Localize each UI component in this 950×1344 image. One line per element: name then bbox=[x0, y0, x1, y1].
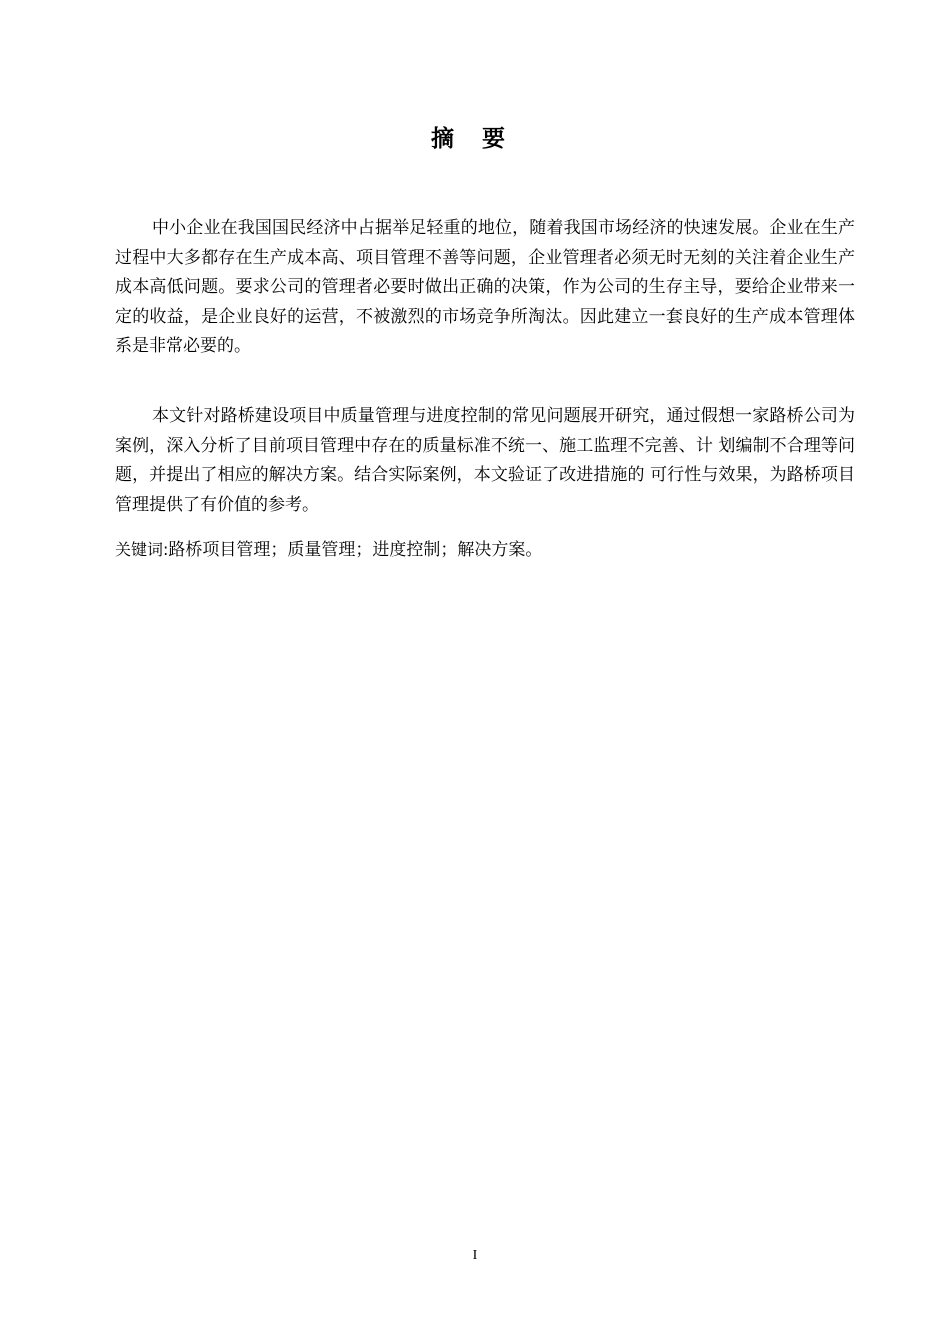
keywords-line bbox=[115, 535, 855, 566]
abstract-paragraph-2: 本文针对路桥建设项目中质量管理与进度控制的常见问题展开研究，通过假想一家路桥公司为案例，深入分析了目前项目管理中存在的质量标准不统一、施工监理不完善、计 划编制不合理等问题，并提出了相应的解决方案。结合实际案例，本文验证了改进措施的 可行性与效果，为路桥项目管理提供了有价值的参考。 bbox=[115, 406, 855, 515]
keywords-text: 路桥项目管理；质量管理；进度控制；解决方案。 bbox=[168, 540, 543, 560]
abstract-paragraph-1: 中小企业在我国国民经济中占据举足轻重的地位，随着我国市场经济的快速发展。企业在生产过程中大多都存在生产成本高、项目管理不善等问题，企业管理者必须无时无刻的关注着企业生产成本高低问题。要求公司的管理者必要时做出正确的决策，作为公司的生存主导，要给企业带来一定的收益，是企业良好的运营，不被激烈的市场竞争所淘汰。因此建立一套良好的生产成本管理体系是非常必要的。 bbox=[115, 218, 855, 357]
page-number: I bbox=[472, 1248, 478, 1263]
keywords-label: 关键词: bbox=[115, 540, 169, 559]
page-title: 摘要 bbox=[431, 126, 533, 152]
